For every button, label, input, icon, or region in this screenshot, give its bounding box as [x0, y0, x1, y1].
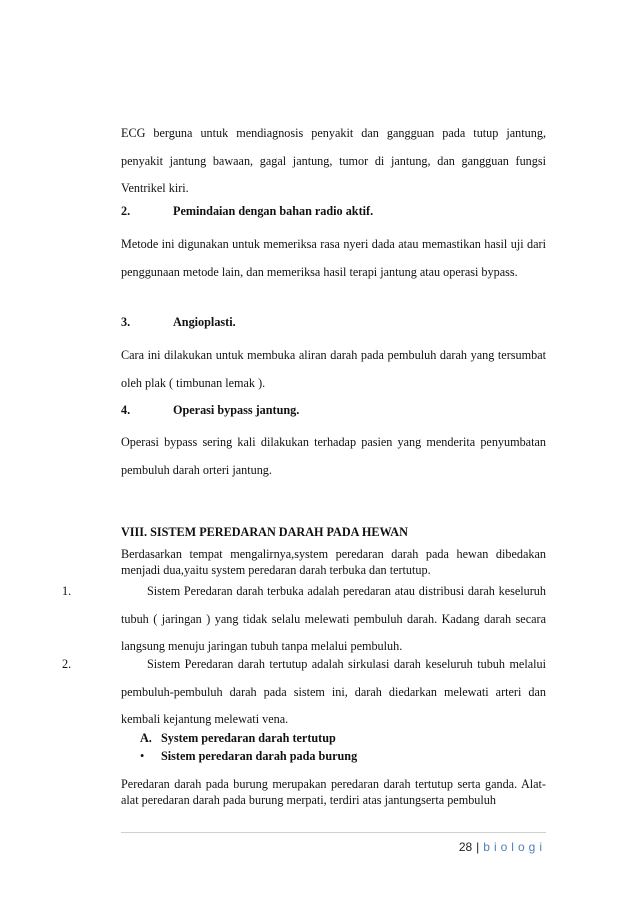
item-3-number: 3. [121, 315, 131, 329]
item-4-title: Operasi bypass jantung. [173, 403, 300, 417]
item-3-title: Angioplasti. [173, 315, 236, 329]
sub-a-letter: A. [140, 731, 152, 745]
bullet-icon: • [140, 749, 145, 763]
section-heading: VIII. SISTEM PEREDARAN DARAH PADA HEWAN [121, 525, 408, 539]
bullet-text: Sistem peredaran darah pada burung [161, 749, 358, 763]
page-number: 28 [458, 840, 473, 854]
item-2-title: Pemindaian dengan bahan radio aktif. [173, 204, 374, 218]
footer-separator: | [476, 840, 480, 854]
list-2-item [121, 651, 546, 734]
list-2-number: 2. [62, 657, 72, 671]
sub-a-text: System peredaran darah tertutup [161, 731, 336, 745]
section-intro: Berdasarkan tempat mengalirnya,system peredaran darah pada hewan dibedakan menjadi dua,yaitu system peredaran darah terbuka dan tertutup. [121, 547, 546, 577]
list-1-item [121, 578, 546, 661]
item-2-body: Metode ini digunakan untuk memeriksa rasa nyeri dada atau memastikan hasil uji dari penggunaan metode lain, dan memeriksa hasil terapi jantung atau operasi bypass. [121, 237, 546, 279]
item-2-number: 2. [121, 204, 131, 218]
footer-divider [121, 832, 546, 833]
item-4-body: Operasi bypass sering kali dilakukan terhadap pasien yang menderita penyumbatan pembuluh darah orteri jantung. [121, 435, 546, 477]
item-4-number: 4. [121, 403, 131, 417]
list-2-body: Sistem Peredaran darah tertutup adalah sirkulasi darah keseluruh tubuh melalui pembuluh-pembuluh darah pada sistem ini, darah diedarkan melewati arteri dan kembali kejantung melewati vena. [121, 657, 546, 726]
page-footer [459, 840, 546, 854]
list-1-number: 1. [62, 584, 72, 598]
ecg-paragraph: ECG berguna untuk mendiagnosis penyakit dan gangguan pada tutup jantung, penyakit jantung bawaan, gagal jantung, tumor di jantung, dan gangguan fungsi Ventrikel kiri. [121, 126, 546, 195]
bird-paragraph: Peredaran darah pada burung merupakan peredaran darah tertutup serta ganda. Alat-alat peredaran darah pada burung merpati, terdiri atas jantungserta pembuluh [121, 777, 546, 807]
list-1-body: Sistem Peredaran darah terbuka adalah peredaran atau distribusi darah keseluruh tubuh ( jaringan ) yang tidak selalu melewati pembuluh darah. Kadang darah secara langsung menuju jaringan tubuh tanpa melalui pembuluh. [121, 584, 546, 653]
footer-word: biologi [483, 840, 546, 854]
item-3-body: Cara ini dilakukan untuk membuka aliran darah pada pembuluh darah yang tersumbat oleh plak ( timbunan lemak ). [121, 348, 546, 390]
